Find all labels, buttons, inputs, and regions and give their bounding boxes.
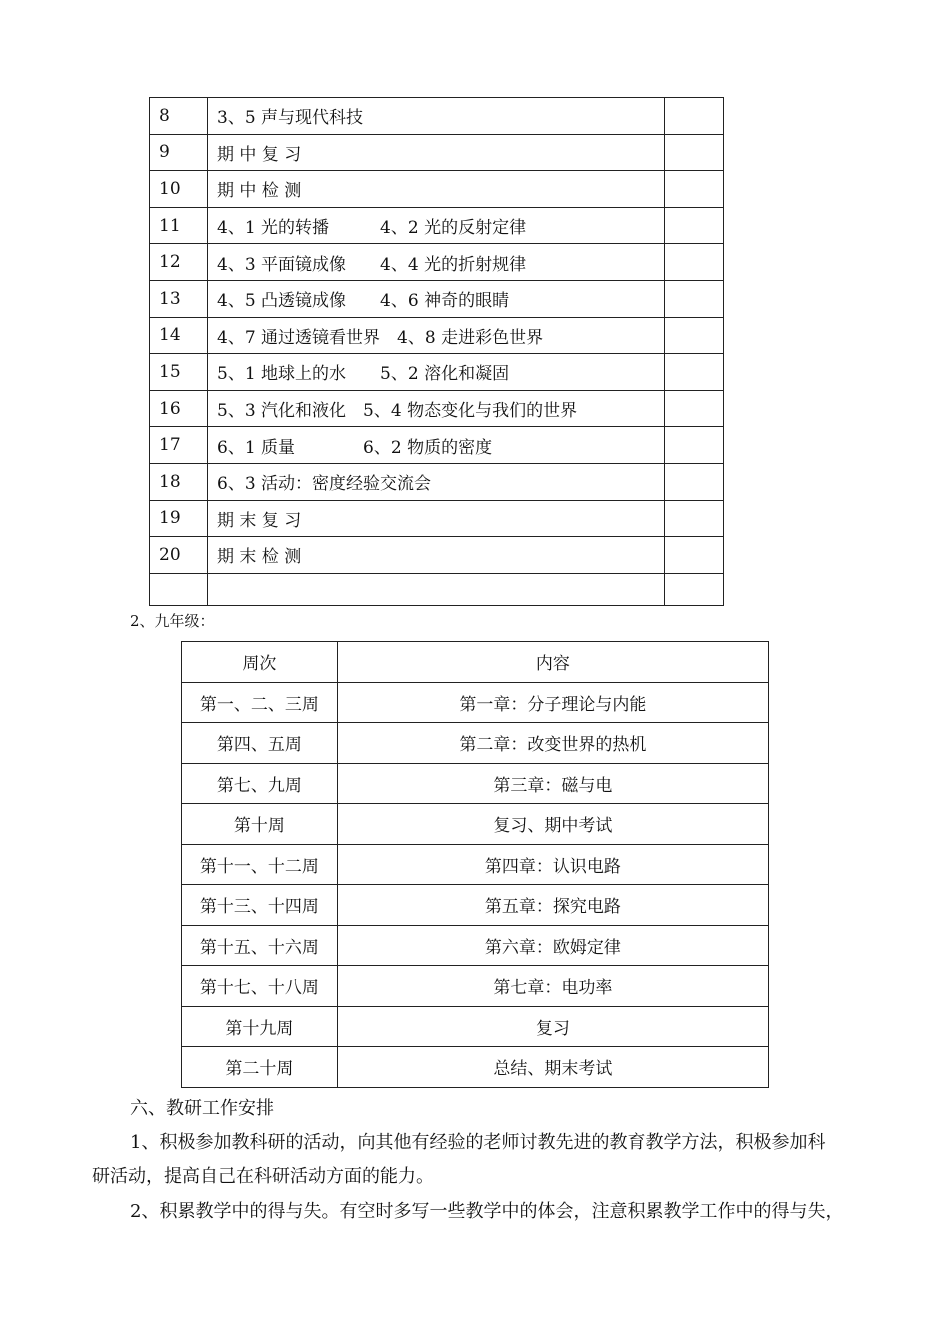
note-cell [665,537,724,574]
note-cell [665,134,724,171]
table-row [150,463,724,500]
week-cell: 11 [150,207,208,244]
table-row [150,537,724,574]
content-cell: 期 中 复 习 [208,134,665,171]
table-row [150,354,724,391]
content-cell: 期 中 检 测 [208,171,665,208]
table-row [182,1006,769,1047]
content-cell: 4、7 通过透镜看世界 4、8 走进彩色世界 [208,317,665,354]
table-row [182,844,769,885]
content-cell: 总结、期末考试 [337,1047,768,1088]
paragraph-1-line-1: 1、积极参加教科研的活动，向其他有经验的老师讨教先进的教育教学方法，积极参加科 [130,1132,826,1153]
content-cell: 第六章：欧姆定律 [337,925,768,966]
note-cell [665,427,724,464]
week-cell: 17 [150,427,208,464]
content-cell: 期 末 检 测 [208,537,665,574]
grade9-caption: 2、九年级： [130,612,215,630]
content-cell: 第五章：探究电路 [337,885,768,926]
content-cell: 复习、期中考试 [337,804,768,845]
week-cell: 9 [150,134,208,171]
table-row [150,244,724,281]
content-cell: 4、3 平面镜成像 4、4 光的折射规律 [208,244,665,281]
note-cell [665,354,724,391]
week-cell: 13 [150,280,208,317]
header-content: 内容 [337,642,768,683]
content-cell [208,573,665,605]
content-cell: 5、3 汽化和液化 5、4 物态变化与我们的世界 [208,390,665,427]
week-cell: 18 [150,463,208,500]
table-row [182,763,769,804]
table-row [182,1047,769,1088]
paragraph-1-line-2: 研活动，提高自己在科研活动方面的能力。 [92,1166,434,1187]
table-row [150,171,724,208]
table-row [182,966,769,1007]
week-cell: 第十一、十二周 [182,844,338,885]
content-cell: 6、1 质量 6、2 物质的密度 [208,427,665,464]
content-cell: 第一章：分子理论与内能 [337,682,768,723]
content-cell: 第七章：电功率 [337,966,768,1007]
content-cell: 3、5 声与现代科技 [208,98,665,135]
table-header-row [182,642,769,683]
table-row [150,317,724,354]
note-cell [665,171,724,208]
content-cell: 5、1 地球上的水 5、2 溶化和凝固 [208,354,665,391]
week-cell: 20 [150,537,208,574]
week-cell: 第二十周 [182,1047,338,1088]
grade8-schedule-table [149,97,724,606]
table-row [150,98,724,135]
week-cell: 第十九周 [182,1006,338,1047]
week-cell: 8 [150,98,208,135]
paragraph-2-line-1: 2、积累教学中的得与失。有空时多写一些教学中的体会，注意积累教学工作中的得与失， [130,1201,844,1222]
week-cell: 第十周 [182,804,338,845]
content-cell: 4、5 凸透镜成像 4、6 神奇的眼睛 [208,280,665,317]
note-cell [665,98,724,135]
note-cell [665,207,724,244]
content-cell: 第三章：磁与电 [337,763,768,804]
table-row [150,390,724,427]
week-cell: 12 [150,244,208,281]
table-row [182,682,769,723]
content-cell: 6、3 活动：密度经验交流会 [208,463,665,500]
table-row [182,925,769,966]
week-cell: 10 [150,171,208,208]
content-cell: 复习 [337,1006,768,1047]
table-row [150,134,724,171]
week-cell: 第四、五周 [182,723,338,764]
table-row [182,804,769,845]
table-row [150,427,724,464]
week-cell: 第七、九周 [182,763,338,804]
note-cell [665,500,724,537]
week-cell: 14 [150,317,208,354]
week-cell: 16 [150,390,208,427]
header-week: 周次 [182,642,338,683]
content-cell: 4、1 光的转播 4、2 光的反射定律 [208,207,665,244]
note-cell [665,280,724,317]
week-cell: 第一、二、三周 [182,682,338,723]
section-heading: 六、教研工作安排 [130,1098,274,1119]
week-cell: 19 [150,500,208,537]
note-cell [665,244,724,281]
week-cell: 第十七、十八周 [182,966,338,1007]
table-row [150,500,724,537]
content-cell: 第二章：改变世界的热机 [337,723,768,764]
note-cell [665,573,724,605]
table-row [182,885,769,926]
content-cell: 期 末 复 习 [208,500,665,537]
note-cell [665,390,724,427]
note-cell [665,317,724,354]
table-row [182,723,769,764]
table-row [150,280,724,317]
table-row-empty [150,573,724,605]
table-row [150,207,724,244]
content-cell: 第四章：认识电路 [337,844,768,885]
week-cell: 第十五、十六周 [182,925,338,966]
note-cell [665,463,724,500]
week-cell [150,573,208,605]
week-cell: 15 [150,354,208,391]
grade9-schedule-table [181,641,769,1088]
week-cell: 第十三、十四周 [182,885,338,926]
